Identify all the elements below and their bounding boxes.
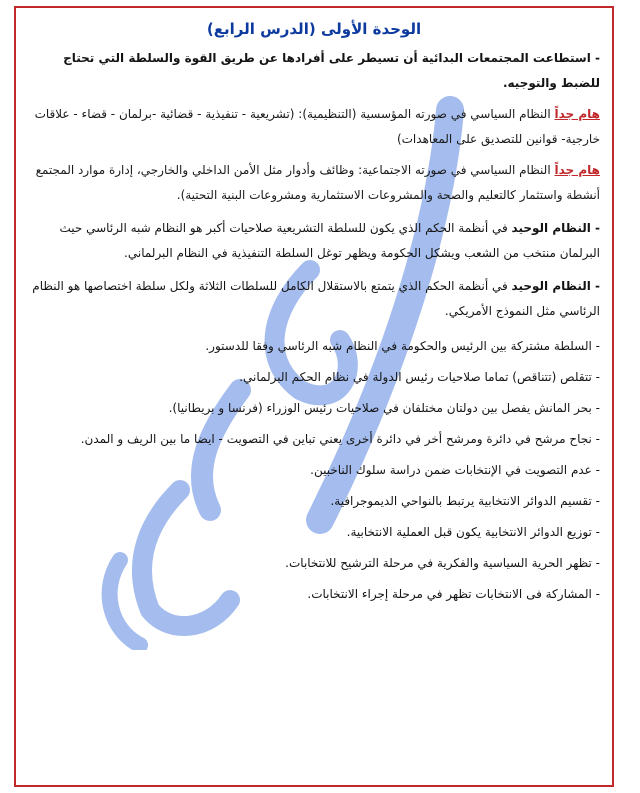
paragraph-13: - تظهر الحرية السياسية والفكرية في مرحلة الترشيح للانتخابات. [285, 556, 600, 570]
paragraph-3-text: النظام السياسي في صورته الاجتماعية: وظائف وأدوار مثل الأمن الداخلي والخارجي، إدارة موارد المجتمع أنشطة واستثمار كالتعليم والصحة والمشروعات الاستثمارية ومشروعات البنية التحتية). [35, 163, 600, 202]
lesson-subtitle: (الدرس الرابع) [206, 20, 316, 38]
paragraph-2 [28, 102, 600, 152]
paragraph-8: - بحر المانش يفصل بين دولتان مختلفان في صلاحيات رئيس الوزراء (فرنسا و بريطانيا). [168, 401, 600, 415]
paragraph-7: - تتقلص (تتناقص) تماما صلاحيات رئيس الدولة في نظام الحكم البرلماني. [239, 370, 600, 384]
paragraph-9: - نجاح مرشح في دائرة ومرشح أخر في دائرة أخرى يعني تباين في التصويت - ايضا ما بين الريف و المدن. [80, 432, 600, 446]
paragraph-11: - تقسيم الدوائر الانتخابية يرتبط بالنواحي الديموجرافية. [330, 494, 600, 508]
paragraph-4-text: في أنظمة الحكم الذي يكون للسلطة التشريعية صلاحيات أكبر هو النظام شبه الرئاسي حيث البرلمان منتخب من الشعب ويشكل الحكومة ويظهر توغل السلطة التنفيذية في النظام البرلماني. [59, 221, 600, 260]
paragraph-4-lead: - النظام الوحيد [511, 221, 600, 235]
lesson-title [28, 20, 600, 38]
paragraph-4 [28, 216, 600, 266]
paragraph-5-lead: - النظام الوحيد [511, 279, 600, 293]
important-label: هام جداً [554, 163, 600, 177]
lesson-document [28, 14, 600, 607]
paragraph-10: - عدم التصويت في الإنتخابات ضمن دراسة سلوك الناخبين. [310, 463, 600, 477]
paragraph-12: - توزيع الدوائر الانتخابية يكون قبل العملية الانتخابية. [346, 525, 600, 539]
paragraph-1: - استطاعت المجتمعات البدائية أن تسيطر على أفرادها عن طريق القوة والسلطة التي تحتاج للضبط والتوجيه. [63, 51, 600, 90]
paragraph-6: - السلطة مشتركة بين الرئيس والحكومة في النظام شبه الرئاسي وفقا للدستور. [205, 339, 600, 353]
unit-title: الوحدة الأولى [320, 20, 422, 38]
important-label: هام جداً [554, 107, 600, 121]
paragraph-14: - المشاركة فى الانتخابات تظهر في مرحلة إجراء الانتخابات. [307, 587, 600, 601]
paragraph-2-text: النظام السياسي في صورته المؤسسية (التنظيمية): (تشريعية - تنفيذية - قضائية -برلمان - قضاء - علاقات خارجية- قوانين للتصديق على المعاهدات) [34, 107, 600, 146]
paragraph-3 [28, 158, 600, 208]
paragraph-5 [28, 274, 600, 324]
paragraph-5-text: في أنظمة الحكم الذي يتمتع بالاستقلال الكامل للسلطات الثلاثة ولكل سلطة اختصاصها هو النظام الرئاسي مثل النموذج الأمريكي. [32, 279, 600, 318]
